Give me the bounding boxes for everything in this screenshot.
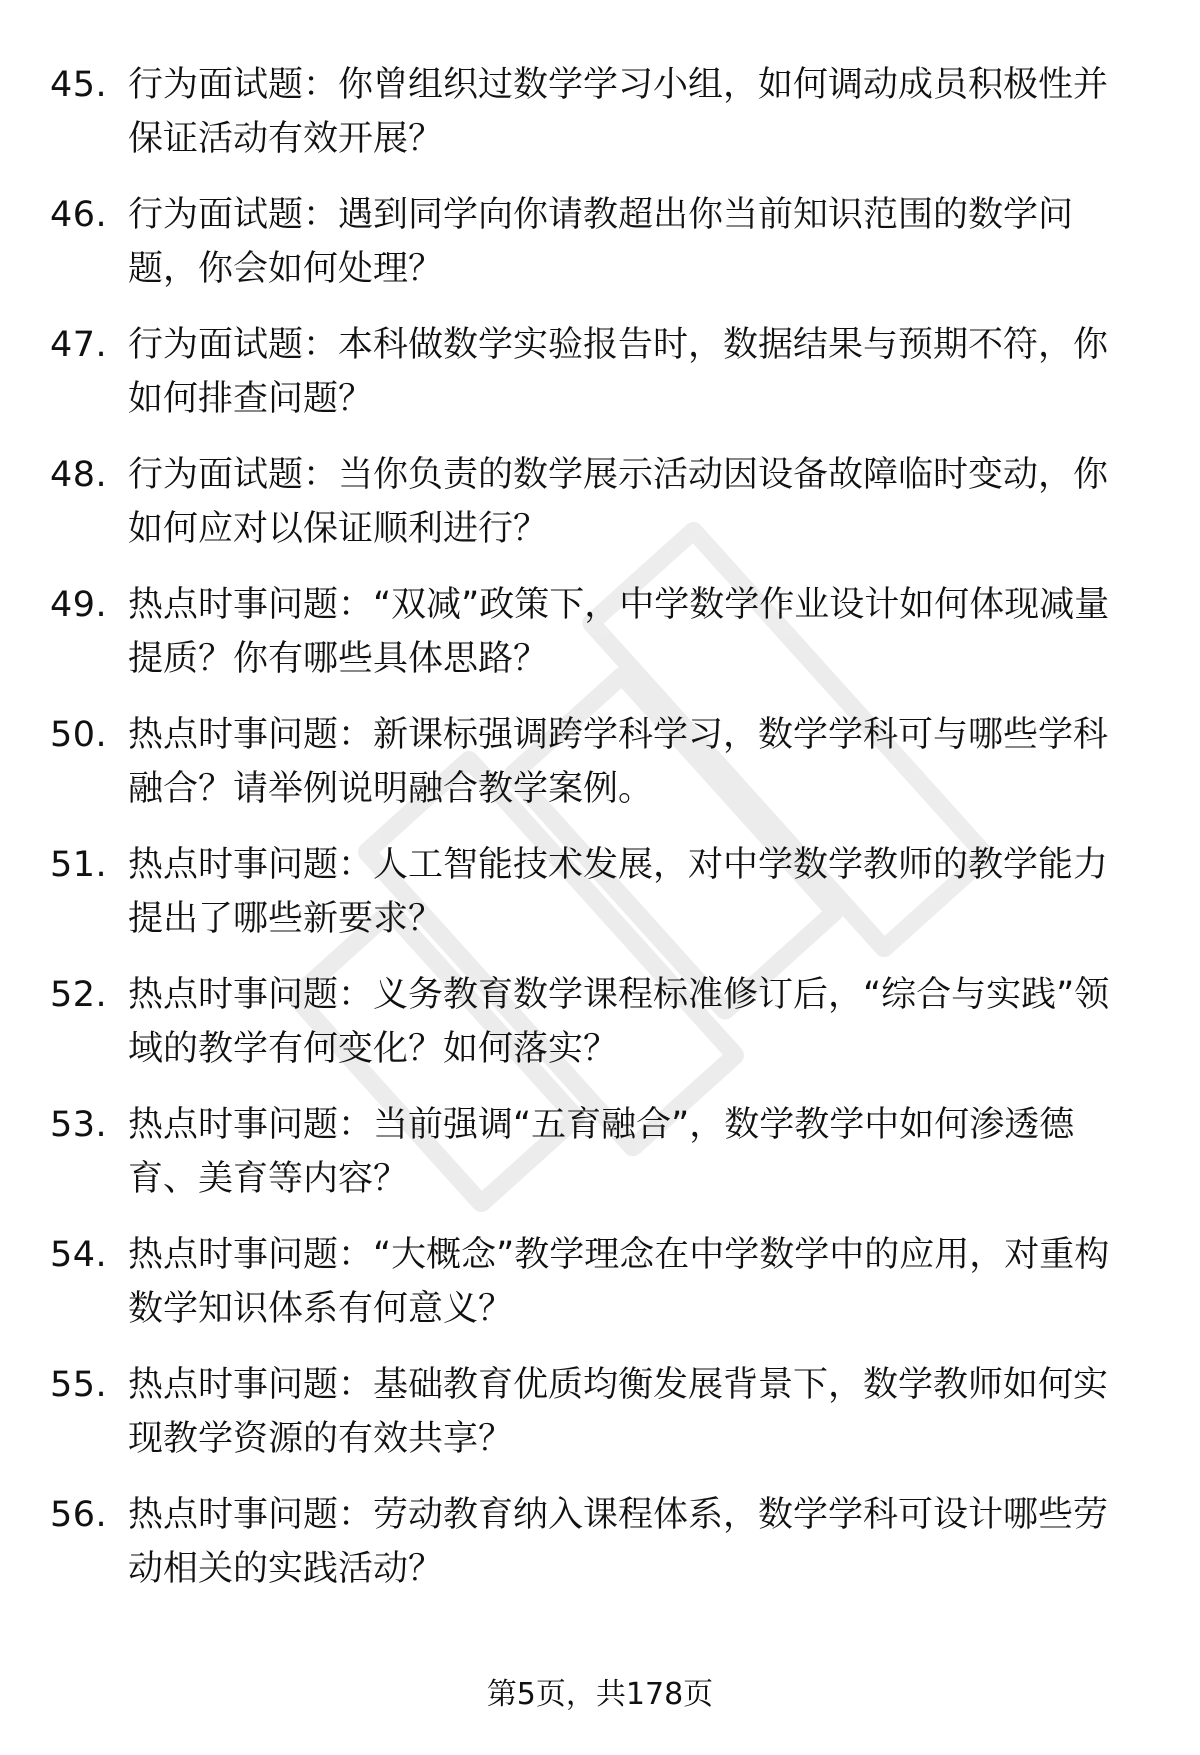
question-item-48 xyxy=(50,448,1160,578)
question-number: 50. xyxy=(50,715,108,755)
question-item-51 xyxy=(50,838,1160,968)
question-item-47 xyxy=(50,318,1160,448)
question-text: 热点时事问题：基础教育优质均衡发展背景下，数学教师如何实现教学资源的有效共享？ xyxy=(128,1365,1109,1459)
question-text: 行为面试题：你曾组织过数学学习小组，如何调动成员积极性并保证活动有效开展？ xyxy=(128,65,1109,159)
question-text: 热点时事问题：“双减”政策下，中学数学作业设计如何体现减量提质？你有哪些具体思路？ xyxy=(128,585,1110,679)
question-item-50 xyxy=(50,708,1160,838)
question-text: 行为面试题：本科做数学实验报告时，数据结果与预期不符，你如何排查问题？ xyxy=(128,325,1109,419)
question-item-53 xyxy=(50,1098,1160,1228)
question-number: 45. xyxy=(50,65,108,105)
question-text: 热点时事问题：“大概念”教学理念在中学数学中的应用，对重构数学知识体系有何意义？ xyxy=(128,1235,1110,1329)
question-text: 热点时事问题：人工智能技术发展，对中学数学教师的教学能力提出了哪些新要求？ xyxy=(128,845,1109,939)
question-list xyxy=(50,58,1160,1618)
question-item-56 xyxy=(50,1488,1160,1618)
question-text: 热点时事问题：义务教育数学课程标准修订后，“综合与实践”领域的教学有何变化？如何落实？ xyxy=(128,975,1110,1069)
question-number: 55. xyxy=(50,1365,108,1405)
question-item-49 xyxy=(50,578,1160,708)
question-number: 53. xyxy=(50,1105,108,1145)
question-number: 51. xyxy=(50,845,108,885)
question-item-45 xyxy=(50,58,1160,188)
page-footer xyxy=(0,1675,1200,1715)
question-text: 热点时事问题：当前强调“五育融合”，数学教学中如何渗透德育、美育等内容？ xyxy=(128,1105,1075,1199)
question-text: 热点时事问题：劳动教育纳入课程体系，数学学科可设计哪些劳动相关的实践活动？ xyxy=(128,1495,1109,1589)
question-number: 46. xyxy=(50,195,108,235)
question-number: 48. xyxy=(50,455,108,495)
page-number-label: 第5页，共178页 xyxy=(486,1677,714,1712)
question-text: 行为面试题：当你负责的数学展示活动因设备故障临时变动，你如何应对以保证顺利进行？ xyxy=(128,455,1109,549)
question-number: 47. xyxy=(50,325,108,365)
question-number: 49. xyxy=(50,585,108,625)
question-number: 52. xyxy=(50,975,108,1015)
question-number: 54. xyxy=(50,1235,108,1275)
question-item-52 xyxy=(50,968,1160,1098)
question-number: 56. xyxy=(50,1495,108,1535)
question-item-55 xyxy=(50,1358,1160,1488)
question-text: 热点时事问题：新课标强调跨学科学习，数学学科可与哪些学科融合？请举例说明融合教学案例。 xyxy=(128,715,1109,809)
question-item-54 xyxy=(50,1228,1160,1358)
question-item-46 xyxy=(50,188,1160,318)
question-text: 行为面试题：遇到同学向你请教超出你当前知识范围的数学问题，你会如何处理？ xyxy=(128,195,1074,289)
